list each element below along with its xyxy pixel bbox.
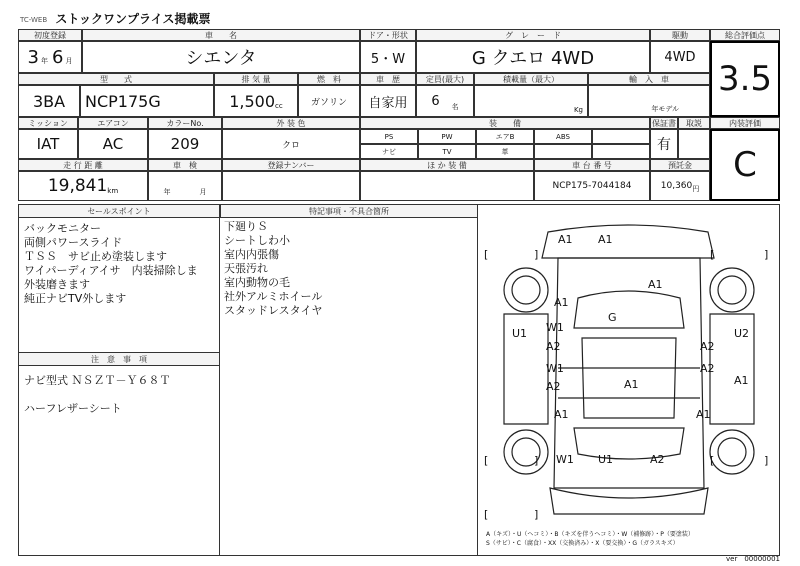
label-vin: 車 台 番 号 [534,159,650,171]
door-value: 5・W [360,41,416,73]
sales-point-item: 外装磨きます [24,278,90,291]
equip-blank-1 [592,129,650,144]
label-mileage: 走 行 距 離 [18,159,148,171]
document-header [20,10,211,27]
label-mission: ミッション [18,117,78,129]
label-notes: 特記事項・不具合箇所 [220,204,478,218]
legend [486,530,694,548]
sales-point-item: ワイパーディアイサ 内装掃除しま [24,264,198,277]
damage-mark: W1 [546,321,564,334]
damage-mark: A2 [700,362,715,375]
damage-mark: W1 [546,362,564,375]
label-exterior: 外 装 色 [222,117,360,129]
load-value: Kg [474,85,588,117]
label-color-no: カラーNo. [148,117,222,129]
label-import: 輸 入 車 [588,73,710,85]
sales-point-item: 純正ナビTV外します [24,292,127,305]
bracket-close: ] [764,454,769,467]
caution-item: ハーフレザーシート [24,402,122,415]
damage-mark: U1 [598,453,614,466]
equip-abs: ABS [534,129,592,144]
damage-mark: A1 [734,374,749,387]
bracket-open: [ [484,508,489,521]
equip-ps: PS [360,129,418,144]
sales-point-item: 両側パワースライド [24,236,123,249]
label-sales-points: セールスポイント [18,204,220,218]
label-displacement: 排 気 量 [214,73,298,85]
sales-points-panel [18,218,220,352]
model-prefix: 3BA [18,85,80,117]
damage-mark: U2 [734,327,750,340]
vin-value: NCP175-7044184 [534,171,650,201]
label-load: 積載量（最大） [474,73,588,85]
mission-value: IAT [18,129,78,159]
damage-mark: A2 [650,453,665,466]
label-inspection: 車 検 [148,159,222,171]
equip-tv: TV [418,144,476,159]
note-item: シートしわ小 [224,234,290,247]
equip-pw: PW [418,129,476,144]
car-name-value: シエンタ [82,41,360,73]
damage-mark: A1 [696,408,711,421]
mileage-value: 19,841 km [18,171,148,201]
label-overall: 総合評価点 [710,29,780,41]
label-equipment: 装 備 [360,117,650,129]
label-drive: 駆動 [650,29,710,41]
label-manual: 取説 [678,117,710,129]
bracket-open: [ [710,454,715,467]
note-item: 室内内張傷 [224,248,279,261]
caution-item: ナビ型式 ＮＳＺＴ－Ｙ６８Ｔ [24,374,171,387]
equip-blank-2 [534,144,592,159]
note-item: 室内動物の毛 [224,276,290,289]
damage-mark: A1 [624,378,639,391]
note-item: スタッドレスタイヤ [224,304,323,317]
capacity-value: 6 名 [416,85,474,117]
damage-mark: U1 [512,327,528,340]
manual-value [678,129,710,159]
damage-mark: A1 [648,278,663,291]
damage-mark: A1 [554,296,569,309]
interior-score: C [710,129,780,201]
equip-blank-3 [592,144,650,159]
displacement-value: 1,500 cc [214,85,298,117]
reg-number-value [222,171,360,201]
equip-navi: ナビ [360,144,418,159]
label-model: 型 式 [18,73,214,85]
sales-point-item: ＴＳＳ サビ止め塗装します [24,250,167,263]
label-other-equip: ほ か 装 備 [360,159,534,171]
bracket-close: ] [534,454,539,467]
damage-mark: A2 [546,380,561,393]
model-value: NCP175G [80,85,214,117]
damage-mark: A2 [546,340,561,353]
version: ver 00000001 [726,555,780,563]
damage-mark: G [608,311,617,324]
label-warranty: 保証書 [652,118,676,128]
label-deposit: 預託金 [650,159,710,171]
first-reg-value: 3 年 6 月 [18,41,82,73]
exterior-color-value: クロ [222,129,360,159]
label-first-reg: 初度登録 [18,29,82,41]
bracket-open: [ [484,248,489,261]
caution-panel [18,366,220,556]
warranty-value: 有 [650,129,678,159]
label-caution: 注 意 事 項 [18,352,220,366]
label-door: ドア・形状 [360,29,416,41]
note-item: 天張汚れ [224,262,268,275]
label-car-name: 車 名 [82,29,360,41]
drive-value: 4WD [650,41,710,73]
car-diagram [478,218,780,528]
legend-line: A（キズ）・U（ヘコミ）・B（キズを伴うヘコミ）・W（補修跡）・P（要塗装） [486,531,694,538]
damage-mark: W1 [556,453,574,466]
deposit-value: 10,360 円 [650,171,710,201]
bracket-close: ] [534,508,539,521]
color-no-value: 209 [148,129,222,159]
bracket-close: ] [764,248,769,261]
equip-leather: 革 [476,144,534,159]
bracket-close: ] [534,248,539,261]
note-item: 下廻りＳ [224,220,268,233]
label-reg-number: 登録ナンバー [222,159,360,171]
history-value: 自家用 [360,85,416,117]
grade-value: G クエロ 4WD [416,41,650,73]
label-capacity: 定員(最大) [416,73,474,85]
label-aircon: エアコン [78,117,148,129]
label-fuel: 燃 料 [298,73,360,85]
inspection-value: 年 月 [148,171,222,201]
equip-airbag: エアB [476,129,534,144]
label-grade: グ レ ー ド [416,29,650,41]
notes-panel [220,218,478,556]
overall-score: 3.5 [710,41,780,117]
import-value: 年モデル [588,85,710,117]
note-item: 社外アルミホイール [224,290,323,303]
damage-mark: A1 [558,233,573,246]
sales-point-item: バックモニター [24,222,101,235]
damage-mark: A1 [598,233,613,246]
legend-line: S（サビ）・C（腐食）・XX（交換済み）・X（要交換）・G（ガラスキズ） [486,540,679,547]
damage-mark: A1 [554,408,569,421]
document-title: ストックワンプライス掲載票 [55,12,211,26]
damage-mark: A2 [700,340,715,353]
label-interior: 内装評価 [710,117,780,129]
other-equip-value [360,171,534,201]
bracket-open: [ [710,248,715,261]
label-history: 車 歴 [360,73,416,85]
fuel-value: ガソリン [298,85,360,117]
bracket-open: [ [484,454,489,467]
logo: TC-WEB [20,15,48,24]
aircon-value: AC [78,129,148,159]
